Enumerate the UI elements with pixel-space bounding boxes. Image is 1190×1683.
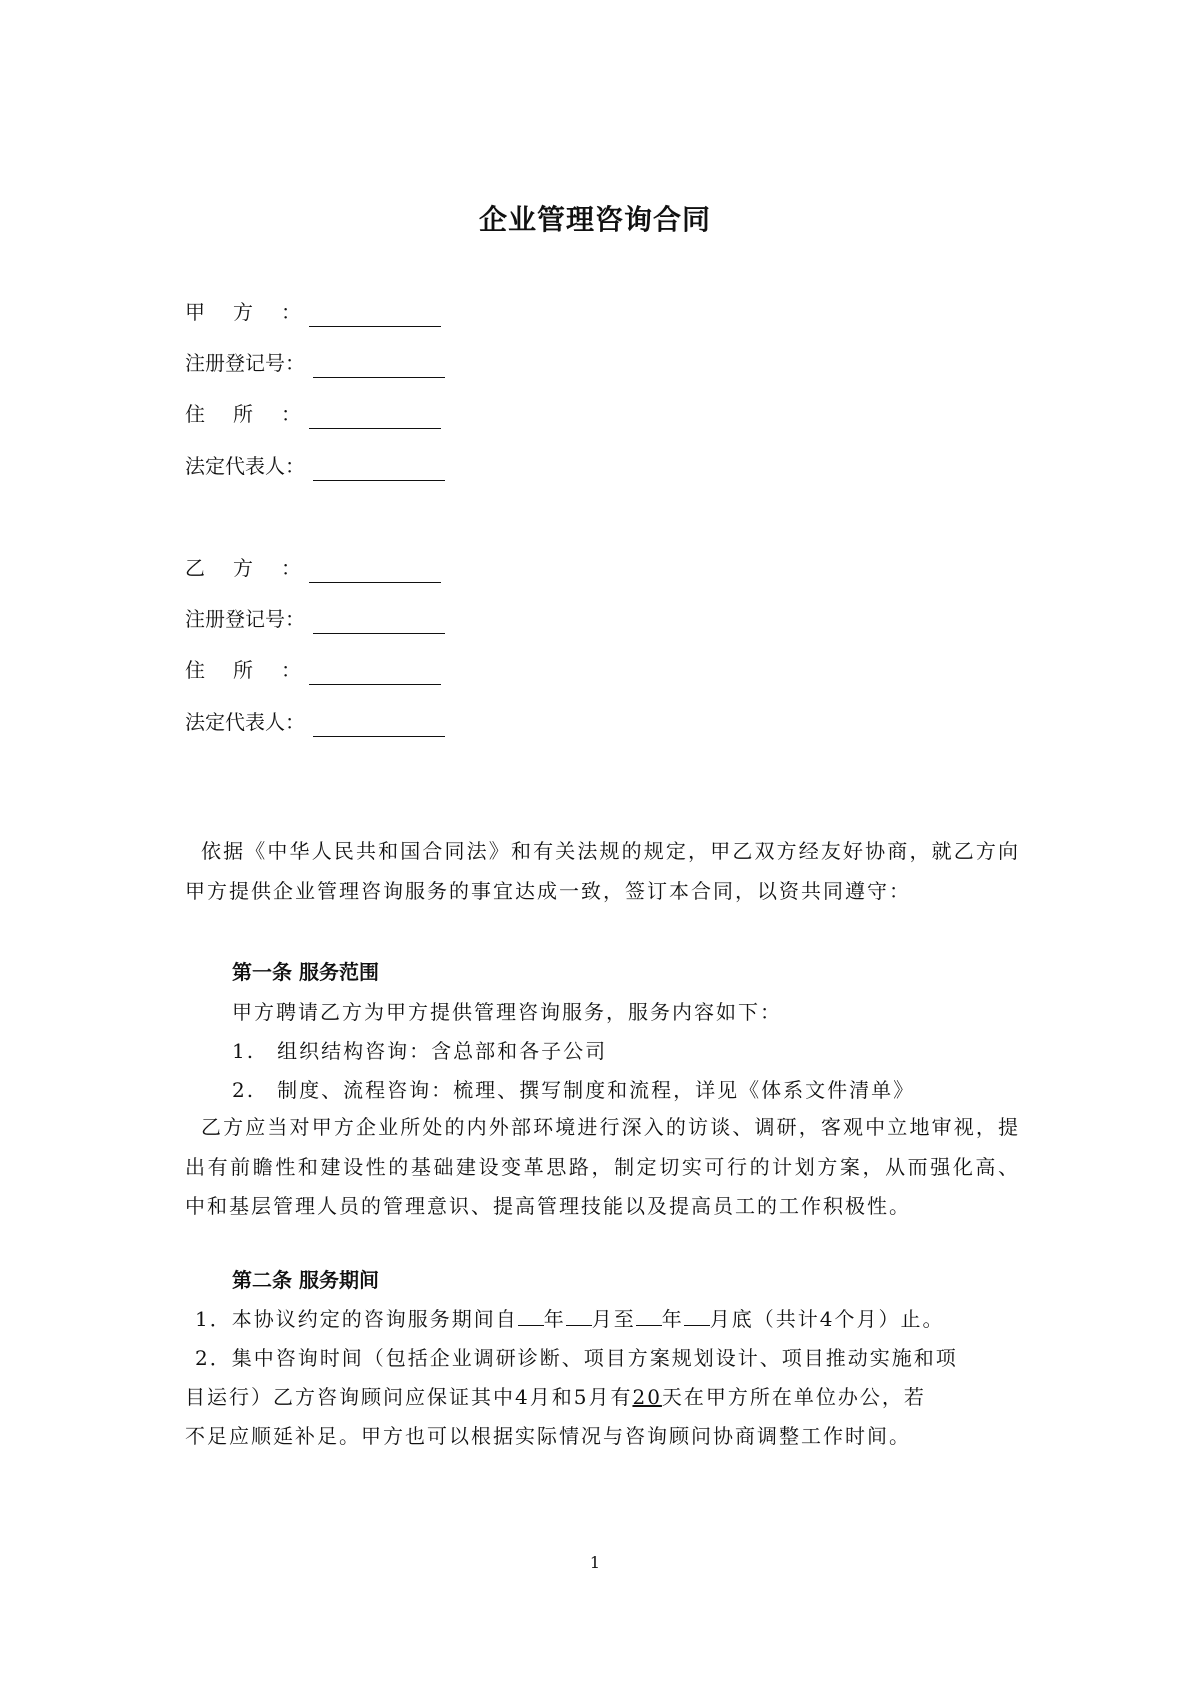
article-2-clause-2-line-1: 2．集中咨询时间（包括企业调研诊断、项目方案规划设计、项目推动实施和项 — [195, 1346, 958, 1370]
party-b-rep-field: 法定代表人： — [185, 707, 445, 737]
party-a-rep-label: 法定代表人 — [185, 454, 285, 478]
party-b-reg-blank[interactable] — [313, 611, 445, 634]
party-b-rep-blank[interactable] — [313, 714, 445, 737]
party-b-name-field: 乙方： — [185, 553, 441, 583]
party-a-reg-field: 注册登记号： — [185, 348, 445, 378]
party-a-name-blank[interactable] — [309, 304, 441, 327]
article-1-lead: 甲方聘请乙方为甲方提供管理咨询服务，服务内容如下： — [232, 1000, 782, 1024]
party-a-addr-field: 住所： — [185, 399, 441, 429]
page-number: 1 — [589, 1553, 601, 1572]
end-year-blank[interactable] — [636, 1305, 662, 1326]
article-1-item-1: 1. 组织结构咨询：含总部和各子公司 — [232, 1039, 608, 1063]
party-a-rep-field: 法定代表人： — [185, 451, 445, 481]
party-a-reg-label: 注册登记号 — [185, 351, 285, 375]
start-year-blank[interactable] — [518, 1305, 544, 1326]
party-b-addr-field: 住所： — [185, 655, 441, 685]
party-a-reg-blank[interactable] — [313, 355, 445, 378]
party-b-name-blank[interactable] — [309, 560, 441, 583]
party-b-reg-field: 注册登记号： — [185, 604, 445, 634]
party-b-addr-label: 住所 — [185, 658, 281, 682]
party-a-name-label: 甲方 — [185, 300, 281, 324]
days-value: 20 — [632, 1385, 662, 1409]
article-2-heading: 第二条 服务期间 — [232, 1268, 379, 1292]
article-1-body: 乙方应当对甲方企业所处的内外部环境进行深入的访谈、调研，客观中立地审视，提出有前瞻性和建设性的基础建设变革思路，制定切实可行的计划方案，从而强化高、中和基层管理人员的管理意识、提高管理技能以及提高员工的工作积极性。 — [185, 1115, 1020, 1218]
party-b-name-label: 乙方 — [185, 556, 281, 580]
start-month-blank[interactable] — [566, 1305, 592, 1326]
party-a-name-field: 甲方： — [185, 297, 441, 327]
party-b-reg-label: 注册登记号 — [185, 607, 285, 631]
page-title: 企业管理咨询合同 — [478, 203, 711, 236]
article-2-clause-2-line-2: 目运行）乙方咨询顾问应保证其中4月和5月有20天在甲方所在单位办公，若 — [185, 1385, 926, 1409]
party-a-addr-blank[interactable] — [309, 406, 441, 429]
article-2-clause-1: 1．本协议约定的咨询服务期间自 年 月至 年 月底（共计4个月）止。 — [195, 1307, 945, 1331]
article-1-item-2: 2. 制度、流程咨询：梳理、撰写制度和流程，详见《体系文件清单》 — [232, 1078, 916, 1102]
article-2-clause-2-line-3: 不足应顺延补足。甲方也可以根据实际情况与咨询顾问协商调整工作时间。 — [185, 1424, 911, 1448]
article-1-heading: 第一条 服务范围 — [232, 960, 379, 984]
intro-paragraph: 依据《中华人民共和国合同法》和有关法规的规定，甲乙双方经友好协商，就乙方向甲方提供企业管理咨询服务的事宜达成一致，签订本合同，以资共同遵守： — [185, 839, 1020, 903]
party-a-rep-blank[interactable] — [313, 458, 445, 481]
party-b-addr-blank[interactable] — [309, 662, 441, 685]
party-b-rep-label: 法定代表人 — [185, 710, 285, 734]
party-a-addr-label: 住所 — [185, 402, 281, 426]
end-month-blank[interactable] — [684, 1305, 710, 1326]
